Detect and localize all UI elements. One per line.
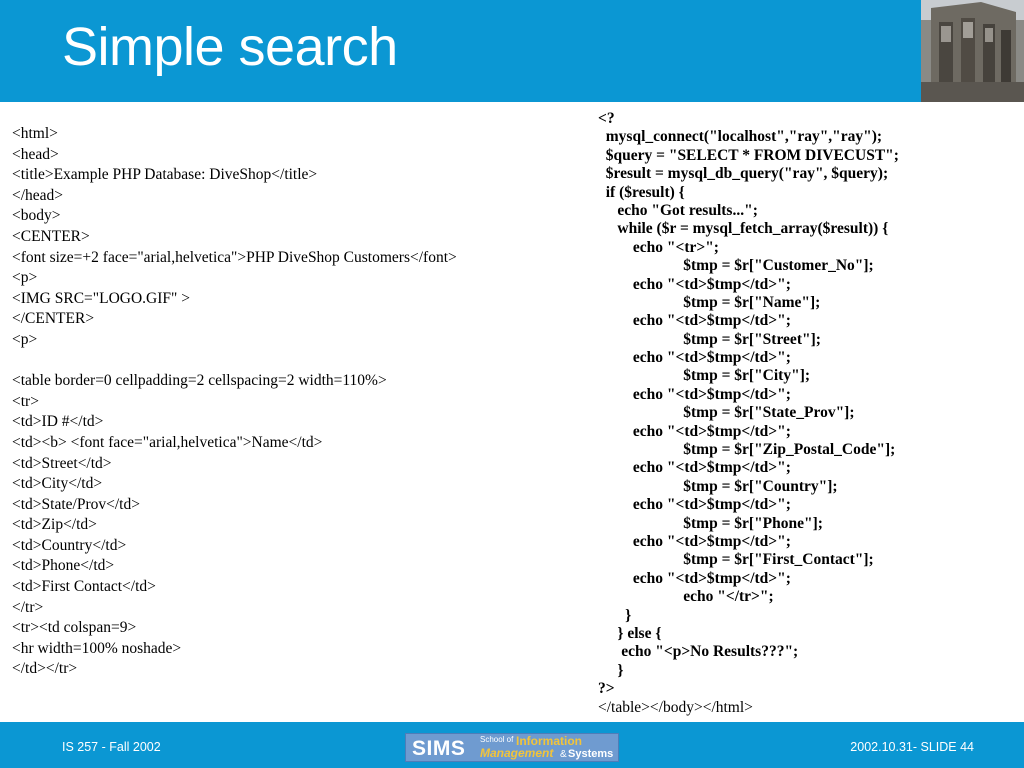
php-code-line: echo "<td>$tmp</td>"; xyxy=(598,496,791,514)
logo-systems-text: Systems xyxy=(568,748,614,760)
html-code-line: </CENTER> xyxy=(12,310,95,328)
html-code-line: <CENTER> xyxy=(12,227,90,245)
html-code-line: <td>State/Prov</td> xyxy=(12,495,140,513)
php-code-block xyxy=(598,110,1018,717)
php-code-line: echo "<td>$tmp</td>"; xyxy=(598,569,791,587)
php-code-line: $tmp = $r["Phone"]; xyxy=(598,514,823,532)
php-code-line: $tmp = $r["City"]; xyxy=(598,367,811,385)
php-code-line: echo "<td>$tmp</td>"; xyxy=(598,275,791,293)
slide-number: 2002.10.31- SLIDE 44 xyxy=(850,740,974,754)
php-code-line: ?> xyxy=(598,680,615,698)
php-code-line: $query = "SELECT * FROM DIVECUST"; xyxy=(598,146,899,164)
html-code-line: <font size=+2 face="arial,helvetica">PHP DiveShop Customers</font> xyxy=(12,248,457,266)
php-code-line: $tmp = $r["Street"]; xyxy=(598,330,821,348)
php-code-line: } xyxy=(598,606,632,624)
php-code-line: $result = mysql_db_query("ray", $query); xyxy=(598,165,889,183)
php-code-line: while ($r = mysql_fetch_array($result)) { xyxy=(598,220,889,238)
logo-amp-text: & xyxy=(560,749,567,760)
html-code-line: <td>Country</td> xyxy=(12,536,127,554)
html-code-line: <td>First Contact</td> xyxy=(12,578,156,596)
logo-management-text: Management xyxy=(480,746,554,760)
html-code-line: </td></tr> xyxy=(12,660,78,678)
html-code-line: <title>Example PHP Database: DiveShop</title> xyxy=(12,166,318,184)
logo-information-text: Information xyxy=(516,734,582,748)
html-code-line: <tr> xyxy=(12,392,39,410)
logo-sims-text: SIMS xyxy=(412,737,466,760)
php-code-line: $tmp = $r["Country"]; xyxy=(598,477,838,495)
html-code-line: <p> xyxy=(12,269,38,287)
html-code-line: <td>Street</td> xyxy=(12,454,112,472)
building-photo xyxy=(921,0,1024,102)
php-code-line: $tmp = $r["State_Prov"]; xyxy=(598,404,855,422)
php-code-line: echo "<td>$tmp</td>"; xyxy=(598,312,791,330)
php-code-line: echo "<td>$tmp</td>"; xyxy=(598,532,791,550)
php-code-line: $tmp = $r["Name"]; xyxy=(598,293,821,311)
php-code-line: echo "<p>No Results???"; xyxy=(598,643,799,661)
php-code-line: } xyxy=(598,661,624,679)
html-code-line: <p> xyxy=(12,330,38,348)
slide-title: Simple search xyxy=(62,17,398,77)
php-code-line: $tmp = $r["Zip_Postal_Code"]; xyxy=(598,441,896,459)
php-code-line: <? xyxy=(598,110,615,127)
html-code-line: <IMG SRC="LOGO.GIF" > xyxy=(12,289,190,307)
html-code-line: <td>City</td> xyxy=(12,475,103,493)
php-code-line: } else { xyxy=(598,624,662,642)
html-code-line: <td>Phone</td> xyxy=(12,557,115,575)
php-code-line: $tmp = $r["First_Contact"]; xyxy=(598,551,874,569)
sims-logo xyxy=(405,733,619,762)
php-code-line: mysql_connect("localhost","ray","ray"); xyxy=(598,128,883,146)
html-code-line: <td><b> <font face="arial,helvetica">Name</td> xyxy=(12,433,323,451)
html-code-line: <td>ID #</td> xyxy=(12,413,104,431)
html-code-line: </head> xyxy=(12,186,64,204)
html-code-line: <html> xyxy=(12,125,58,142)
php-code-line: echo "<td>$tmp</td>"; xyxy=(598,422,791,440)
html-code-line: <head> xyxy=(12,145,59,163)
html-code-line: <td>Zip</td> xyxy=(12,516,97,534)
php-code-line: if ($result) { xyxy=(598,183,685,201)
course-label: IS 257 - Fall 2002 xyxy=(62,740,161,754)
html-code-line: <hr width=100% noshade> xyxy=(12,639,182,657)
html-code-line: <tr><td colspan=9> xyxy=(12,619,137,637)
php-code-line: echo "<tr>"; xyxy=(598,238,719,256)
html-code-block xyxy=(12,124,572,680)
html-code-line: </tr> xyxy=(12,598,44,616)
php-code-line: echo "<td>$tmp</td>"; xyxy=(598,385,791,403)
php-code-line: echo "<td>$tmp</td>"; xyxy=(598,459,791,477)
html-code-line xyxy=(12,351,572,372)
php-code-line: echo "Got results..."; xyxy=(598,201,758,219)
php-code-line: </table></body></html> xyxy=(598,698,753,716)
logo-school-of-text: School of xyxy=(480,735,514,744)
php-code-line: echo "<td>$tmp</td>"; xyxy=(598,349,791,367)
php-code-line: echo "</tr>"; xyxy=(598,588,774,606)
php-code-line: $tmp = $r["Customer_No"]; xyxy=(598,257,874,275)
html-code-line: <body> xyxy=(12,207,61,225)
html-code-line: <table border=0 cellpadding=2 cellspacing=2 width=110%> xyxy=(12,372,387,390)
